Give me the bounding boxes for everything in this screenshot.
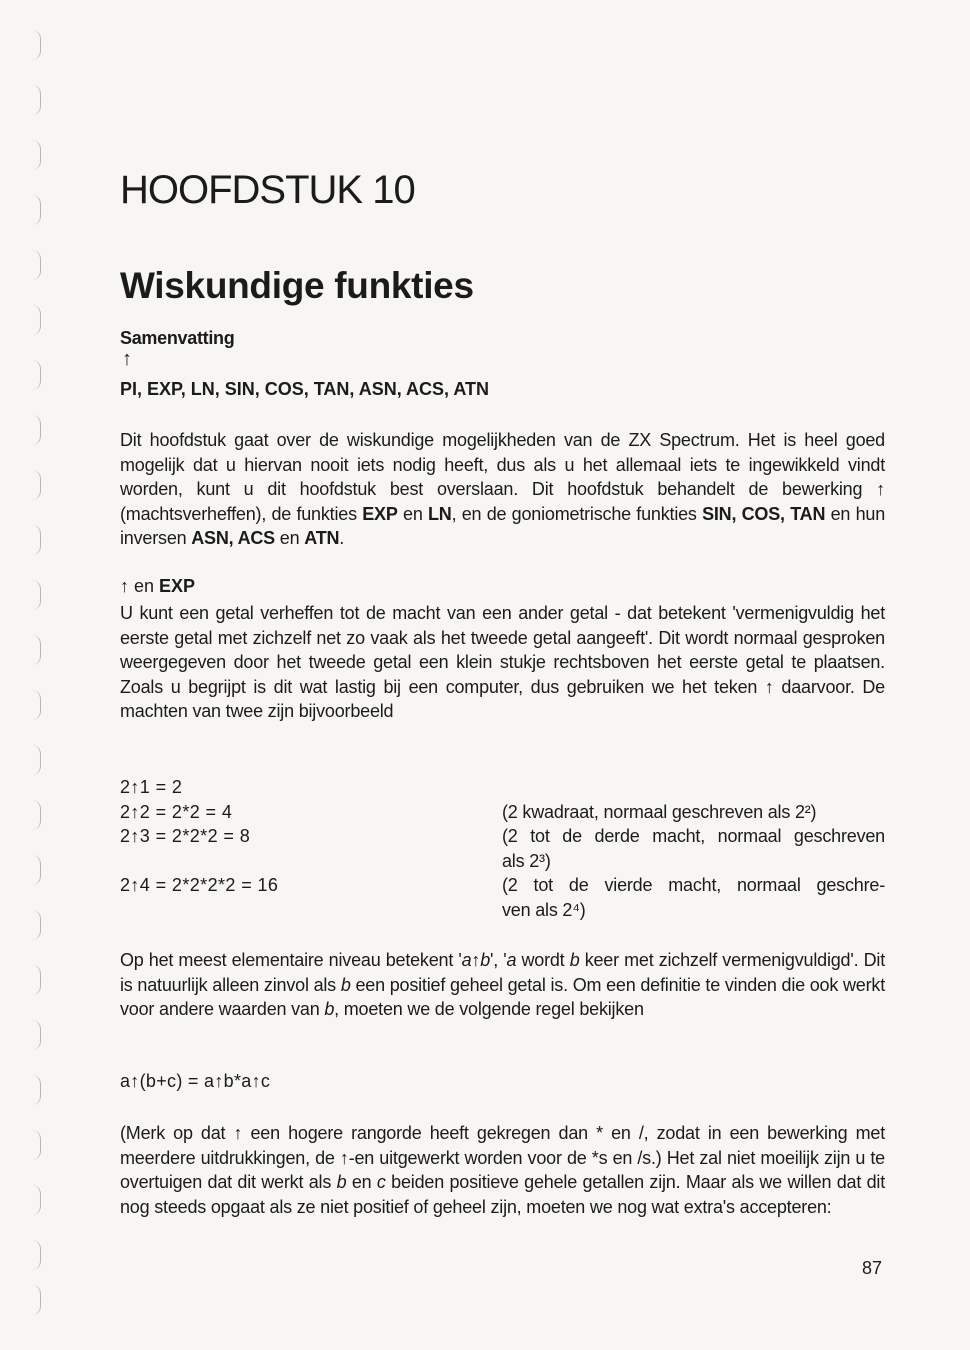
intro-paragraph: Dit hoofdstuk gaat over de wiskundige mogelijkheden van de ZX Spectrum. Het is heel goed mogelijk dat u hiervan nooit iets nodig heeft, dus als u het allemaal iets te ingewikkeld vindt worden, kunt u dit hoofdstuk best overslaan. Dit hoofdstuk behandelt de bewerking ↑ (machtsverheffen), de funkties EXP en LN, en de goniometrische funkties SIN, COS, TAN en hun inversen ASN, ACS en ATN. [120,430,885,549]
power-row-continued [120,849,885,874]
chapter-heading: HOOFDSTUK 10 [120,168,415,212]
summary-keywords: PI, EXP, LN, SIN, COS, TAN, ASN, ACS, ATN [120,379,490,399]
power-expression: 2↑1 = 2 [120,777,183,797]
section-heading-power-exp: ↑ en EXP [120,576,196,596]
page-number: 87 [862,1258,883,1278]
page-title: Wiskundige funkties [120,265,474,306]
summary-heading: Samenvatting [120,328,235,348]
power-row [120,775,885,800]
spiral-binding-holes [30,20,46,1320]
power-note: (2 kwadraat, normaal geschreven als 2²) [502,801,817,822]
power-expression: 2↑3 = 2*2*2 = 8 [120,826,251,846]
power-row [120,800,885,825]
power-paragraph: U kunt een getal verheffen tot de macht van een ander getal - dat betekent 'vermenigvuldig het eerste getal met zichzelf net zo vaak als het tweede getal aangeeft'. Dit wordt normaal gesproken weergegeven door het tweede getal een klein stukje rechtsboven het eerste getal te plaatsen. Zoals u begrijpt is dit wat lastig bij een computer, dus gebruiken we het teken ↑ daarvoor. De machten van twee zijn bijvoorbeeld [120,603,885,722]
power-expression: 2↑4 = 2*2*2*2 = 16 [120,875,279,895]
power-note: (2 tot de vierde macht, normaal geschre- [502,875,885,895]
power-row [120,824,885,849]
up-arrow-icon: ↑ [120,576,129,596]
precedence-paragraph: (Merk op dat ↑ een hogere rangorde heeft gekregen dan * en /, zodat in een bewerking met meerdere uitdrukkingen, de ↑-en uitgewerkt worden voor de *s en /s.) Het zal niet moeilijk zijn u te overtuigen dat dit werkt als b en c beiden positieve gehele getallen zijn. Maar als we willen dat dit nog steeds opgaat als ze niet positief of geheel zijn, moeten we nog wat extra's accepteren: [120,1123,885,1217]
power-note-continued: als 2³) [502,850,551,871]
power-note-continued: ven als 2⁴) [502,899,586,920]
powers-of-two-table [120,775,885,922]
definition-paragraph: Op het meest elementaire niveau betekent 'a↑b', 'a wordt b keer met zichzelf vermenigvuldigd'. Dit is natuurlijk alleen zinvol als b een positief geheel getal is. Om een definitie te vinden die ook werkt voor andere waarden van b, moeten we de volgende regel bekijken [120,950,885,1020]
power-expression: 2↑2 = 2*2 = 4 [120,801,233,822]
power-note: (2 tot de derde macht, normaal geschreven [502,826,885,846]
power-row-continued [120,898,885,923]
power-row [120,873,885,898]
up-arrow-icon: ↑ [122,348,132,370]
exponent-rule-formula: a↑(b+c) = a↑b*a↑c [120,1071,271,1091]
